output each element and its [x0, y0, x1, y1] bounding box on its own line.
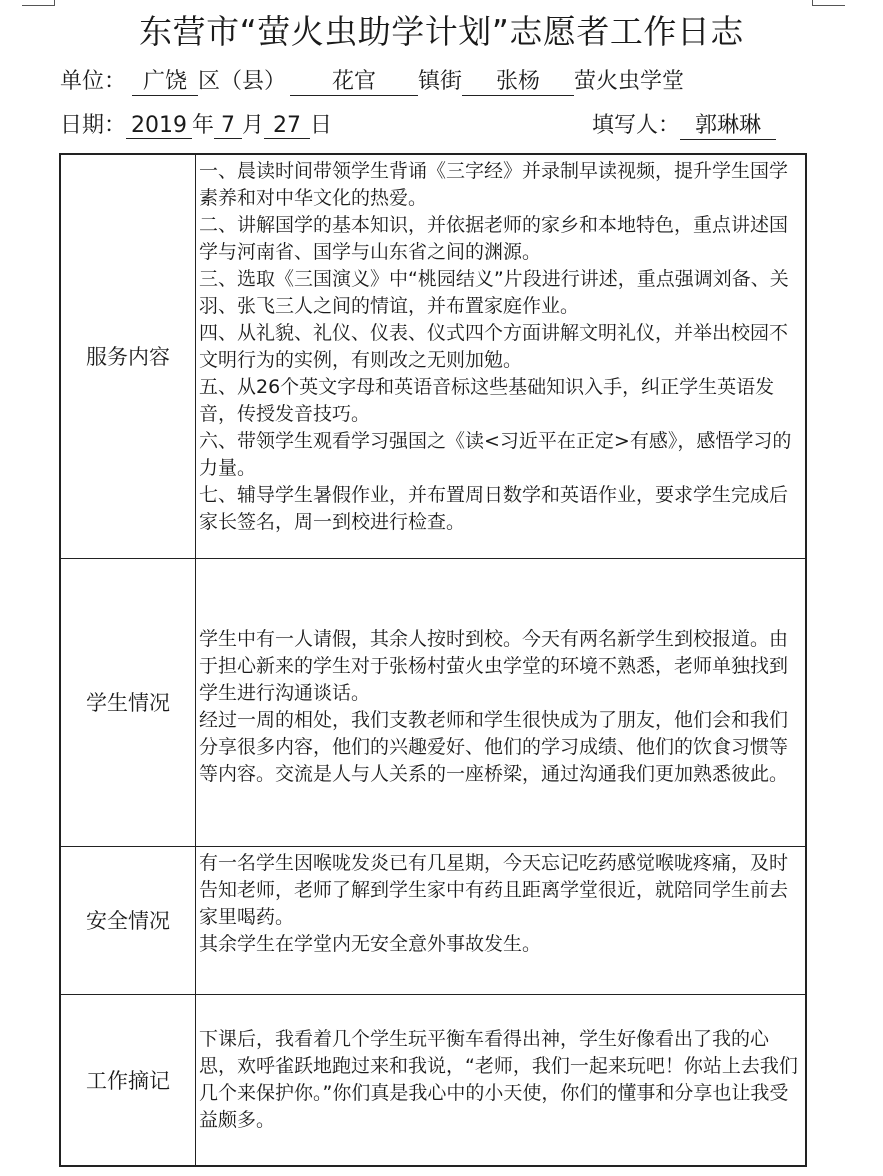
paragraph: 五、从26个英文字母和英语音标这些基础知识入手，纠正学生英语发音，传授发音技巧。	[199, 376, 775, 425]
year-suffix: 年	[192, 113, 215, 138]
paragraph: 其余学生在学堂内无安全意外事故发生。	[199, 932, 542, 955]
row-content-students	[196, 558, 807, 846]
paragraph: 四、从礼貌、礼仪、仪表、仪式四个方面讲解文明礼仪，并举出校园不文明行为的实例，有则改之无则加勉。	[199, 322, 789, 371]
date-line	[60, 108, 332, 139]
filler-name: 郭琳琳	[680, 108, 776, 140]
town-value: 花官	[290, 64, 418, 96]
paragraph: 三、选取《三国演义》中“桃园结义”片段进行讲述，重点强调刘备、关羽、张飞三人之间的情谊，并布置家庭作业。	[199, 268, 789, 317]
table-row-safety	[60, 846, 806, 994]
date-label: 日期：	[60, 113, 127, 138]
page-title: 东营市“萤火虫助学计划”志愿者工作日志	[139, 12, 744, 51]
row-label: 工作摘记	[60, 994, 196, 1166]
district-suffix: 区（县）	[198, 69, 287, 94]
row-label: 学生情况	[60, 558, 196, 846]
paragraph: 经过一周的相处，我们支教老师和学生很快成为了朋友，他们会和我们分享很多内容，他们的兴趣爱好、他们的学习成绩、他们的饮食习惯等等内容。交流是人与人关系的一座桥梁，通过沟通我们更加熟悉彼此。	[199, 708, 789, 785]
district-value: 广饶	[132, 64, 198, 96]
paragraph: 下课后，我看着几个学生玩平衡车看得出神，学生好像看出了我的心思，欢呼雀跃地跑过来和我说，“老师，我们一起来玩吧！你站上去我们几个来保护你。”你们真是我心中的小天使，你们的懂事和分享也让我受益颇多。	[199, 1027, 798, 1131]
town-suffix: 镇街	[418, 69, 463, 94]
paragraph: 学生中有一人请假，其余人按时到校。今天有两名新学生到校报道。由于担心新来的学生对于张杨村萤火虫学堂的环境不熟悉，老师单独找到学生进行沟通谈话。	[199, 627, 789, 704]
school-value: 萤火虫学堂	[574, 69, 685, 94]
paragraph: 二、讲解国学的基本知识，并依据老师的家乡和本地特色，重点讲述国学与河南省、国学与山东省之间的渊源。	[199, 214, 789, 263]
unit-line	[60, 64, 684, 96]
filler-label: 填写人：	[592, 113, 681, 138]
table-row-students	[60, 558, 806, 846]
paragraph: 七、辅导学生暑假作业，并布置周日数学和英语作业，要求学生完成后家长签名，周一到校进行检查。	[199, 484, 789, 533]
row-label: 安全情况	[60, 846, 196, 994]
row-content-service	[196, 154, 807, 558]
day-value: 27	[264, 113, 310, 139]
year-value: 2019	[126, 113, 192, 139]
table-row-notes	[60, 994, 806, 1166]
unit-label: 单位：	[60, 69, 127, 94]
paragraph: 六、带领学生观看学习强国之《读<习近平在正定>有感》，感悟学习的力量。	[199, 430, 792, 479]
village-value: 张杨	[462, 64, 574, 96]
paragraph: 一、晨读时间带领学生背诵《三字经》并录制早读视频，提升学生国学素养和对中华文化的热爱。	[199, 160, 789, 209]
month-suffix: 月	[242, 113, 265, 138]
day-suffix: 日	[310, 113, 333, 138]
log-table	[59, 153, 807, 1167]
row-content-safety	[196, 846, 807, 994]
paragraph: 有一名学生因喉咙发炎已有几星期，今天忘记吃药感觉喉咙疼痛，及时告知老师，老师了解到学生家中有药且距离学堂很近，就陪同学生前去家里喝药。	[199, 851, 789, 928]
table-row-service	[60, 154, 806, 558]
row-label: 服务内容	[60, 154, 196, 558]
row-content-notes	[196, 994, 807, 1166]
filler-line	[592, 108, 776, 140]
month-value: 7	[214, 113, 242, 139]
